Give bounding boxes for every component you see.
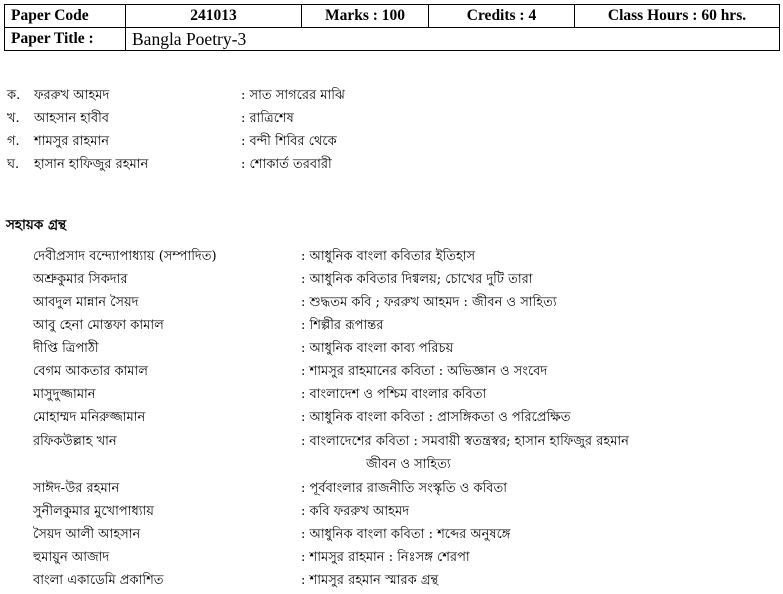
- reference-work: : পূর্ববাংলার রাজনীতি সংস্কৃতি ও কবিতা: [301, 481, 507, 496]
- reference-author: অশ্রুকুমার সিকদার: [33, 272, 128, 287]
- reference-author: দীপ্তি ত্রিপাঠী: [33, 341, 99, 356]
- course-header-table: [4, 4, 780, 51]
- reference-author: সুনীলকুমার মুখোপাধ্যায়: [33, 504, 154, 519]
- reference-author: বেগম আকতার কামাল: [33, 364, 148, 379]
- reference-author: আবদুল মান্নান সৈয়দ: [33, 295, 139, 310]
- reference-author: আবু হেনা মোস্তফা কামাল: [33, 318, 164, 333]
- reference-work: : বাংলাদেশের কবিতা : সমবায়ী স্বতন্ত্রস্বর; হাসান হাফিজুর রহমান: [301, 434, 629, 449]
- topic-author: শামসুর রাহমান: [34, 134, 110, 149]
- reference-author: মাসুদুজ্জামান: [33, 387, 96, 402]
- reference-author: দেবীপ্রসাদ বন্দ্যোপাধ্যায় (সম্পাদিত): [33, 249, 217, 264]
- reference-author: রফিকউল্লাহ খান: [33, 434, 117, 449]
- reference-work: : শিল্পীর রূপান্তর: [301, 318, 384, 333]
- paper-title-label: Paper Title :: [5, 28, 126, 51]
- topic-work: : সাত সাগরের মাঝি: [241, 88, 345, 103]
- topic-author: আহসান হাবীব: [34, 111, 110, 126]
- reference-work: : আধুনিক বাংলা কবিতা : শব্দের অনুষঙ্গে: [301, 527, 511, 542]
- reference-work: : আধুনিক বাংলা কবিতা : প্রাসঙ্গিকতা ও পরিপ্রেক্ষিত: [301, 410, 571, 425]
- topic-work: : শোকার্ত তরবারী: [241, 157, 332, 172]
- reference-work-continuation: জীবন ও সাহিত্য: [366, 457, 451, 472]
- reference-author: বাংলা একাডেমি প্রকাশিত: [33, 573, 164, 588]
- reference-work: : বাংলাদেশ ও পশ্চিম বাংলার কবিতা: [301, 387, 487, 402]
- topic-number: গ.: [7, 134, 20, 149]
- reference-heading: সহায়ক গ্রন্থ: [6, 217, 67, 233]
- class-hours: Class Hours : 60 hrs.: [575, 5, 780, 28]
- topic-work: : বন্দী শিবির থেকে: [241, 134, 337, 149]
- reference-work: : শুদ্ধতম কবি ; ফররুখ আহমদ : জীবন ও সাহিত্য: [301, 295, 557, 310]
- topic-work: : রাত্রিশেষ: [241, 111, 294, 126]
- paper-code-label: Paper Code: [5, 5, 126, 28]
- reference-author: সাঈদ-উর রহমান: [33, 481, 120, 496]
- reference-author: সৈয়দ আলী আহসান: [33, 527, 141, 542]
- reference-author: হুমায়ুন আজাদ: [33, 550, 110, 565]
- reference-work: : শামসুর রহমান স্মারক গ্রন্থ: [301, 573, 439, 588]
- paper-title-value: Bangla Poetry-3: [126, 28, 780, 51]
- reference-work: : আধুনিক বাংলা কাব্য পরিচয়: [301, 341, 454, 356]
- topic-number: ঘ.: [7, 157, 20, 172]
- reference-work: : শামসুর রাহমানের কবিতা : অভিজ্ঞান ও সংবেদ: [301, 364, 548, 379]
- topic-author: ফররুখ আহমদ: [34, 88, 110, 103]
- topic-number: ক.: [7, 88, 21, 103]
- reference-work: : আধুনিক বাংলা কবিতার ইতিহাস: [301, 249, 476, 264]
- credits: Credits : 4: [429, 5, 575, 28]
- topic-author: হাসান হাফিজুর রহমান: [34, 157, 149, 172]
- reference-work: : কবি ফররুখ আহমদ: [301, 504, 410, 519]
- reference-author: মোহাম্মদ মনিরুজ্জামান: [33, 410, 146, 425]
- marks: Marks : 100: [302, 5, 429, 28]
- header-row-1: [5, 5, 780, 28]
- reference-work: : শামসুর রাহমান : নিঃসঙ্গ শেরপা: [301, 550, 470, 565]
- header-row-2: [5, 28, 780, 51]
- topic-number: খ.: [7, 111, 20, 126]
- reference-work: : আধুনিক কবিতার দিগ্বলয়; চোখের দুটি তারা: [301, 272, 533, 287]
- paper-code-value: 241013: [126, 5, 302, 28]
